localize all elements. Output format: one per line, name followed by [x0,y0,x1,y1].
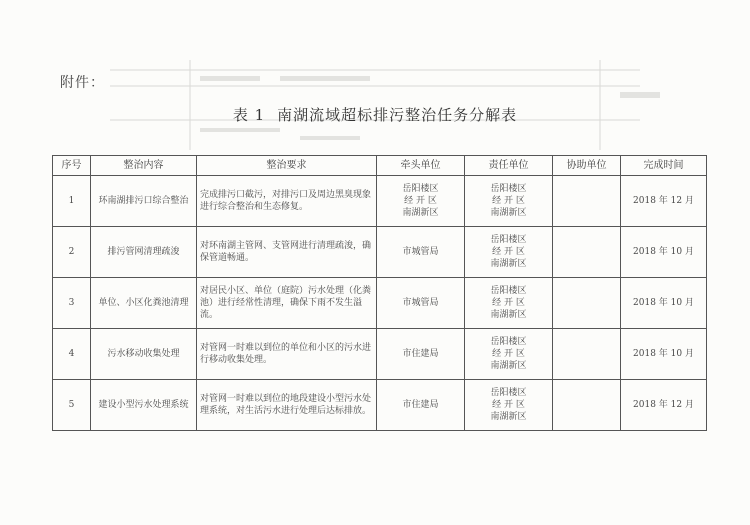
row-seq: 3 [53,278,91,329]
table-title-text: 南湖流域超标排污整治任务分解表 [277,106,518,124]
responsible-unit: 岳阳楼区 [490,235,527,245]
table-number: 表 1 [232,106,266,124]
responsible-unit: 岳阳楼区 [490,184,527,194]
row-seq: 1 [53,176,91,227]
table-row [53,227,707,278]
responsible-unit: 岳阳楼区 [490,388,527,398]
row-assist [553,176,621,227]
header-item: 整治内容 [91,156,197,176]
row-requirement: 完成排污口截污，对排污口及周边黑臭现象进行综合整治和生态修复。 [197,176,377,227]
lead-unit: 市城管局 [402,247,439,257]
row-lead [377,278,465,329]
responsible-unit: 岳阳楼区 [490,337,527,347]
row-lead [377,329,465,380]
row-assist [553,278,621,329]
row-lead [377,176,465,227]
row-item: 排污管网清理疏浚 [91,227,197,278]
header-seq: 序号 [53,156,91,176]
table-row [53,380,707,431]
row-lead [377,380,465,431]
responsible-unit: 南湖新区 [490,259,527,269]
row-responsible [465,380,553,431]
row-assist [553,329,621,380]
lead-unit: 市住建局 [402,349,439,359]
row-lead [377,227,465,278]
row-responsible [465,329,553,380]
header-responsible: 责任单位 [465,156,553,176]
row-seq: 4 [53,329,91,380]
responsible-unit: 经 开 区 [492,298,525,308]
row-deadline: 2018 年 10 月 [621,227,707,278]
lead-unit: 经 开 区 [404,196,437,206]
responsible-unit: 南湖新区 [490,310,527,320]
header-deadline: 完成时间 [621,156,707,176]
row-requirement: 对居民小区、单位（庭院）污水处理（化粪池）进行经常性清理，确保下雨不发生溢流。 [197,278,377,329]
row-assist [553,227,621,278]
row-item: 单位、小区化粪池清理 [91,278,197,329]
header-assist: 协助单位 [553,156,621,176]
row-responsible [465,227,553,278]
responsible-unit: 经 开 区 [492,349,525,359]
responsible-unit: 南湖新区 [490,412,527,422]
responsible-unit: 岳阳楼区 [490,286,527,296]
row-requirement: 对管网一时难以到位的单位和小区的污水进行移动收集处理。 [197,329,377,380]
responsible-unit: 南湖新区 [490,361,527,371]
annex-label: 附件： [60,75,105,91]
table-row [53,329,707,380]
table-row [53,176,707,227]
row-deadline: 2018 年 12 月 [621,176,707,227]
row-requirement: 对环南湖主管网、支管网进行清理疏浚，确保管道畅通。 [197,227,377,278]
header-requirement: 整治要求 [197,156,377,176]
responsible-unit: 经 开 区 [492,247,525,257]
row-item: 建设小型污水处理系统 [91,380,197,431]
row-deadline: 2018 年 12 月 [621,380,707,431]
table-row [53,278,707,329]
lead-unit: 岳阳楼区 [402,184,439,194]
row-seq: 2 [53,227,91,278]
row-deadline: 2018 年 10 月 [621,329,707,380]
responsible-unit: 经 开 区 [492,400,525,410]
table-header-row [53,156,707,176]
lead-unit: 南湖新区 [402,208,439,218]
row-responsible [465,278,553,329]
task-table [52,155,707,431]
row-assist [553,380,621,431]
row-seq: 5 [53,380,91,431]
responsible-unit: 南湖新区 [490,208,527,218]
row-requirement: 对管网一时难以到位的地段建设小型污水处理系统，对生活污水进行处理后达标排放。 [197,380,377,431]
lead-unit: 市城管局 [402,298,439,308]
responsible-unit: 经 开 区 [492,196,525,206]
row-item: 污水移动收集处理 [91,329,197,380]
lead-unit: 市住建局 [402,400,439,410]
row-responsible [465,176,553,227]
header-lead: 牵头单位 [377,156,465,176]
row-item: 环南湖排污口综合整治 [91,176,197,227]
row-deadline: 2018 年 10 月 [621,278,707,329]
table-title [0,104,750,125]
